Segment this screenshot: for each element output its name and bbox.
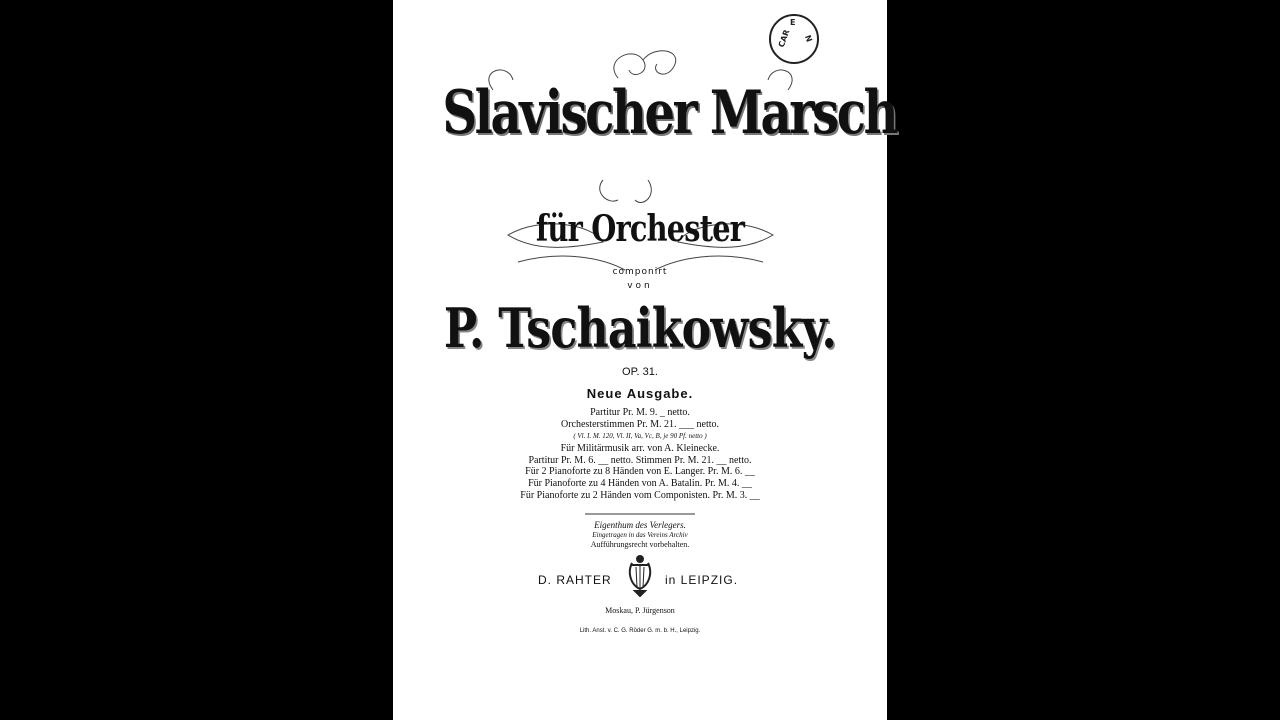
printer-credit: Lith. Anst. v. C. G. Röder G. m. b. H., Leipzig. [579,628,701,634]
edition-line: Für Pianoforte zu 4 Händen von A. Batalin. Pr. M. 4. __ [528,478,752,489]
edition-line: Für Militärmusik arr. von A. Kleinecke. [560,443,720,454]
edition-line: Für 2 Pianoforte zu 8 Händen von E. Langer. Pr. M. 6. __ [525,466,755,477]
score-title-page [393,0,897,720]
opus-number: OP. 31. [622,366,658,378]
edition-line: Partitur Pr. M. 6. __ netto. Stimmen Pr. M. 21. __ netto. [528,455,752,466]
registration-notice: Eingetragen in das Vereins Archiv [592,531,688,539]
stamp-text-3: N [802,33,814,44]
stamp-text-1: CAR [776,28,792,49]
edition-line: Für Pianoforte zu 2 Händen vom Componisten. Pr. M. 3. __ [520,490,760,501]
stamp-text-2: E [790,18,796,27]
lyre-icon [625,555,655,597]
score-title: Slavischer Marsch [442,78,897,148]
edition-line: Orchesterstimmen Pr. M. 21. ___ netto. [560,419,720,430]
score-subtitle: für Orchester [535,208,745,250]
publisher-name: D. RAHTER [538,573,612,587]
moscow-agent: Moskau, P. Jürgenson [605,606,675,615]
divider [585,512,695,516]
edition-line: ( Vl. I. M. 120, Vl. II, Va, Vc, B, je 90 Pf. netto ) [573,432,707,440]
edition-line: Partitur Pr. M. 9. _ netto. [590,407,690,418]
by-label: von [627,281,653,291]
edition-label: Neue Ausgabe. [586,386,694,401]
publisher-city: in LEIPZIG. [665,573,739,587]
composer-name: P. Tschaikowsky. [443,296,837,360]
composed-label: componirt [612,267,668,277]
title-ornament [393,0,897,300]
rights-notice: Aufführungsrecht vorbehalten. [590,540,690,549]
property-notice: Eigenthum des Verlegers. [594,520,686,530]
